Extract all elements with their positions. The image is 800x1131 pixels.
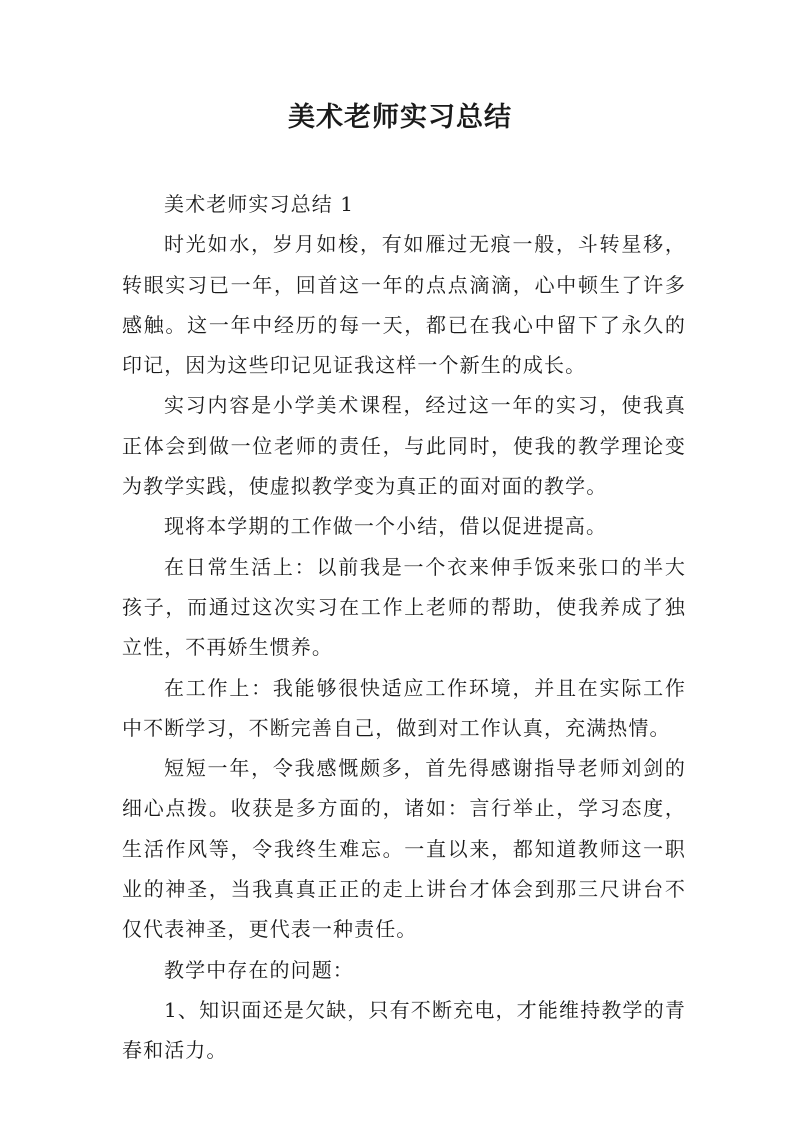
paragraph: 现将本学期的工作做一个小结，借以促进提高。	[164, 514, 608, 539]
paragraph: 实习内容是小学美术课程，经过这一年的实习，使我真正体会到做一位老师的责任，与此同时，使我的教学理论变为教学实践，使虚拟教学变为真正的面对面的教学。	[122, 393, 686, 499]
section-heading: 美术老师实习总结 1	[164, 192, 355, 216]
paragraph: 短短一年，令我感慨颇多，首先得感谢指导老师刘剑的细心点拨。收获是多方面的，诸如：言行举止，学习态度，生活作风等，令我终生难忘。一直以来，都知道教师这一职业的神圣，当我真真正正的走上讲台才体会到那三尺讲台不仅代表神圣，更代表一种责任。	[122, 756, 686, 942]
paragraph: 在日常生活上：以前我是一个衣来伸手饭来张口的半大孩子，而通过这次实习在工作上老师的帮助，使我养成了独立性，不再娇生惯养。	[122, 554, 686, 660]
document-title: 美术老师实习总结	[288, 102, 512, 133]
paragraph: 在工作上：我能够很快适应工作环境，并且在实际工作中不断学习，不断完善自己，做到对工作认真，充满热情。	[122, 675, 686, 740]
paragraph: 时光如水，岁月如梭，有如雁过无痕一般，斗转星移，转眼实习已一年，回首这一年的点点滴滴，心中顿生了许多感触。这一年中经历的每一天，都已在我心中留下了永久的印记，因为这些印记见证我这样一个新生的成长。	[122, 232, 686, 378]
document-body	[122, 184, 686, 1071]
paragraph: 1、知识面还是欠缺，只有不断充电，才能维持教学的青春和活力。	[122, 997, 686, 1063]
paragraph: 教学中存在的问题：	[164, 957, 354, 982]
